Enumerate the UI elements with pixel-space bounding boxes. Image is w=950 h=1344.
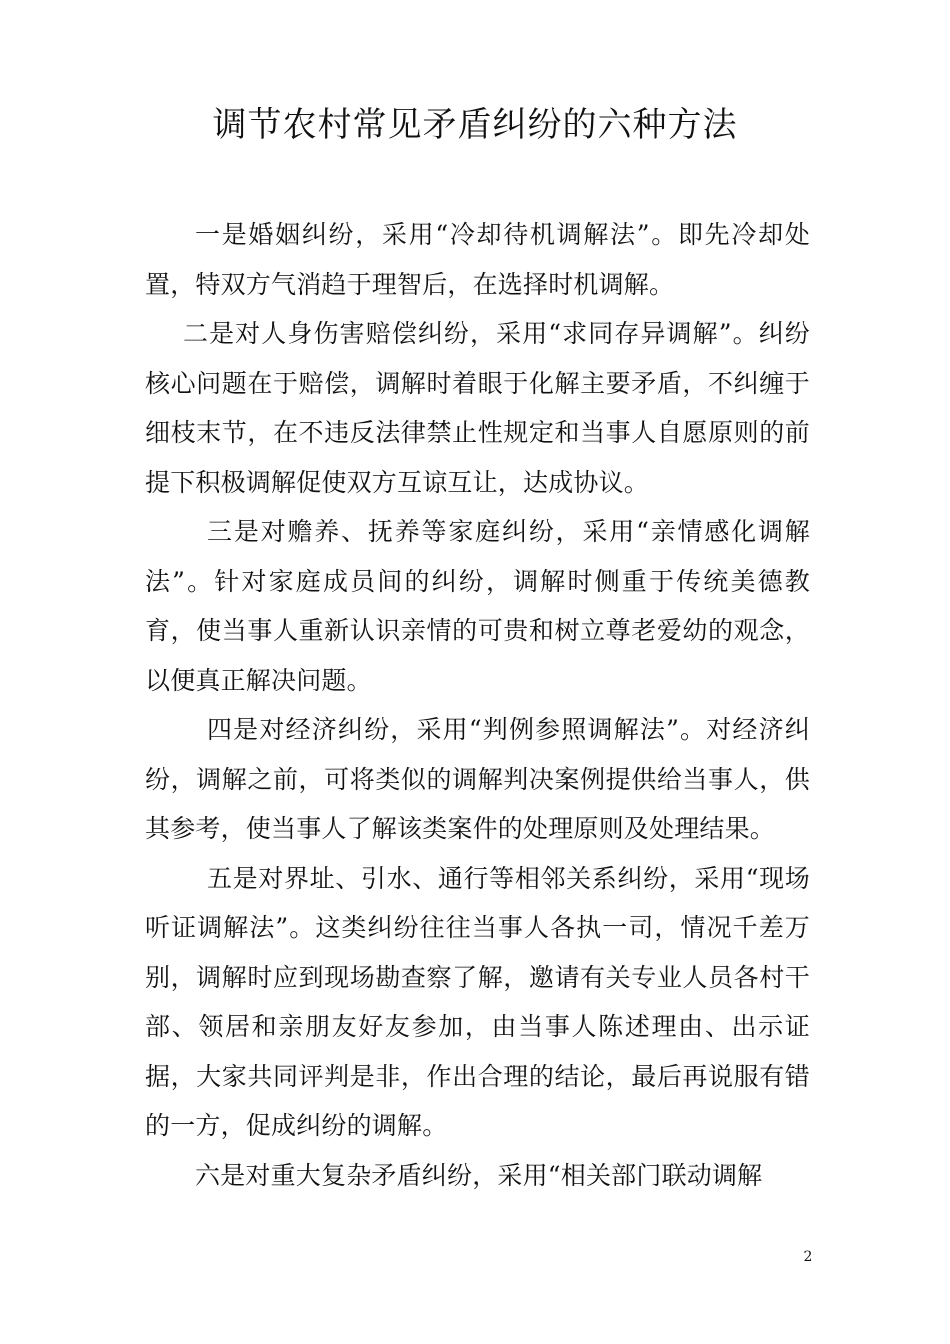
paragraph-complex-disputes: 六是对重大复杂矛盾纠纷，采用“相关部门联动调解 (195, 1160, 763, 1190)
page-number: 2 (803, 1249, 813, 1265)
paragraph-economic-disputes: 四是对经济纠纷，采用“判例参照调解法”。对经济纠纷，调解之前，可将类似的调解判决案例提供给当事人，供其参考，使当事人了解该类案件的处理原则及处理结果。 (145, 715, 810, 843)
paragraph-neighbor-disputes: 五是对界址、引水、通行等相邻关系纠纷，采用“现场听证调解法”。这类纠纷往往当事人各执一司，情况千差万别，调解时应到现场勘查察了解，邀请有关专业人员各村干部、领居和亲朋友好友参加，由当事人陈述理由、出示证据，大家共同评判是非，作出合理的结论，最后再说服有错的一方，促成纠纷的调解。 (145, 863, 810, 1140)
document-body (145, 210, 810, 1200)
page-title: 调节农村常见矛盾纠纷的六种方法 (212, 105, 738, 145)
paragraph-injury-compensation-disputes: 二是对人身伤害赔偿纠纷，采用“求同存异调解”。纠纷核心问题在于赔偿，调解时着眼于化解主要矛盾，不纠缠于细枝末节，在不违反法律禁止性规定和当事人自愿原则的前提下积极调解促使双方互谅互让，达成协议。 (145, 319, 810, 497)
paragraph-family-disputes: 三是对赡养、抚养等家庭纠纷，采用“亲情感化调解法”。针对家庭成员间的纠纷，调解时侧重于传统美德教育，使当事人重新认识亲情的可贵和树立尊老爱幼的观念，以便真正解决问题。 (145, 517, 810, 695)
paragraph-marriage-disputes: 一是婚姻纠纷，采用“冷却待机调解法”。即先冷却处置，特双方气消趋于理智后，在选择时机调解。 (145, 220, 810, 299)
